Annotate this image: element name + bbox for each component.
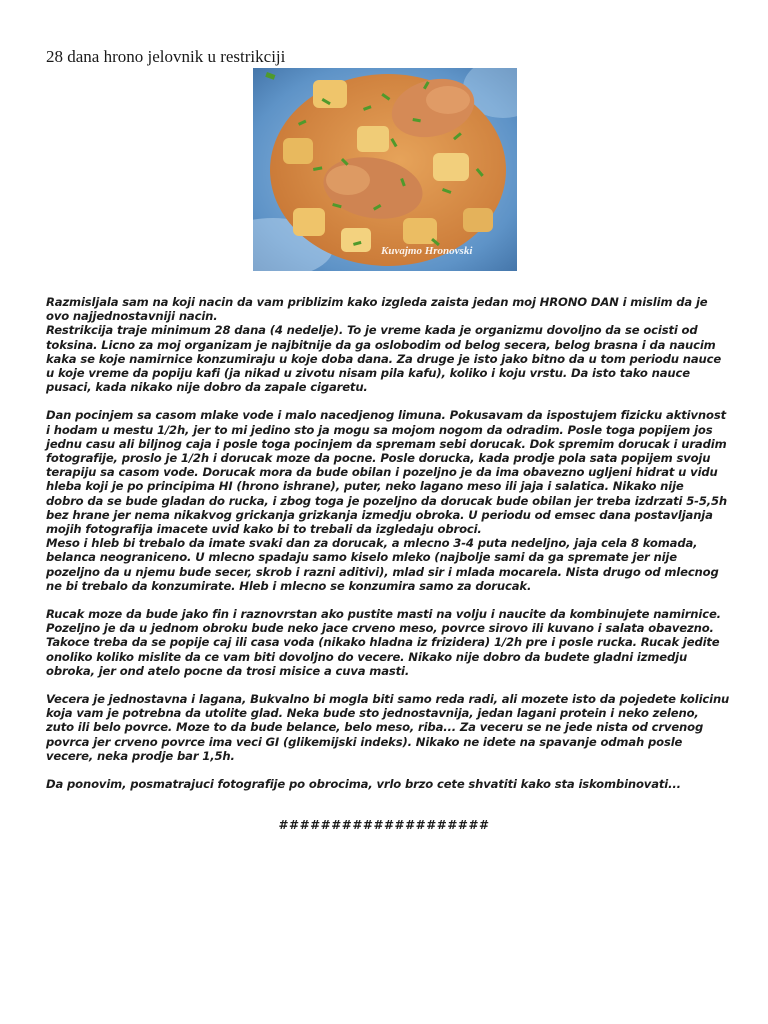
text-line: kaka se koje namirnice konzumiraju u koje doba dana. Za druge je isto jako bitno da u tom periodu nauce — [46, 351, 722, 366]
document-title: 28 dana hrono jelovnik u restrikciji — [46, 47, 286, 66]
text-line: onoliko koliko mislite da ce vam biti dovoljno do vecere. Nikako nije dobro da budete gladni izmedju — [46, 649, 688, 664]
text-line: Pozeljno je da u jednom obroku bude neko jace crveno meso, povrce sirovo ili kuvano i salata obavezno. — [46, 621, 714, 636]
text-line: Razmisljala sam na koji nacin da vam priblizim kako izgleda zaista jedan moj HRONO DAN i mislim da je — [46, 295, 708, 309]
text-line: zuto ili belo povrce. Moze to da bude belance, belo meso, riba... Za veceru se ne jede nista od crvenog — [46, 720, 704, 735]
text-line: toksina. Licno za moj organizam je najbitnije da ga oslobodim od belog secera, belog brasna i da naucim — [46, 337, 716, 352]
text-line: Meso i hleb bi trebalo da imate svaki dan za dorucak, a mlecno 3-4 puta nedeljno, jaja cela 8 komada, — [46, 536, 698, 551]
paragraph-breakfast — [46, 408, 736, 593]
section-separator: #################### — [278, 818, 490, 832]
text-line: povrca jer crveno povrce ima veci GI (glikemijski indeks). Nikako ne idete na spavanje odmah posle — [46, 734, 683, 749]
text-line: fotografije, proslo je 1/2h i dorucak moze da pocne. Posle dorucka, kada prodje pola sata popijem svoju — [46, 451, 711, 466]
text-line: terapiju sa casom vode. Dorucak mora da bude obilan i pozeljno je da ima obavezno ugljeni hidrat u vidu — [46, 465, 718, 480]
text-line: mojih fotografija imacete uvid kako bi to trebali da izgledaju obroci. — [46, 522, 482, 537]
food-photo — [253, 68, 517, 271]
text-line: Rucak moze da bude jako fin i raznovrstan ako pustite masti na volju i naucite da kombinujete namirnice. — [46, 607, 721, 622]
text-line: ne bi trebalo da konzumirate. Hleb i mlecno se konzumira samo za dorucak. — [46, 578, 532, 593]
article-body — [46, 295, 736, 805]
text-line: Dan pocinjem sa casom mlake vode i malo nacedjenog limuna. Pokusavam da ispostujem fizicku aktivnost — [46, 408, 726, 423]
text-line: ovo najjednostavniji nacin. — [46, 309, 218, 324]
text-line: Vecera je jednostavna i lagana, Bukvalno bi mogla biti samo reda radi, ali mozete isto da pojedete kolicinu — [46, 692, 730, 707]
paragraph-lunch — [46, 607, 736, 678]
text-line: koja vam je potrebna da utolite glad. Neka bude sto jednostavnija, jedan lagani protein i neko zeleno, — [46, 706, 699, 721]
text-line: Da ponovim, posmatrajuci fotografije po obrocima, vrlo brzo cete shvatiti kako sta iskombinovati... — [46, 777, 681, 792]
text-line: Takoce treba da se popije caj ili casa voda (nikako hladna iz frizidera) 1/2h pre i posle rucka. Rucak jedite — [46, 635, 720, 650]
text-line: bez hrane jer nema nikakvog grickanja grizkanja izmedju obroka. U periodu od emsec dana postavljanja — [46, 507, 713, 522]
chicken-potato-stew-image — [253, 68, 517, 271]
text-line: u koje vreme da popiju kafi (ja nikad u zivotu nisam pila kafu), koliko i koju vrstu. Da isto tako nauce — [46, 366, 690, 381]
paragraph-closing — [46, 777, 736, 791]
paragraph-intro — [46, 295, 736, 394]
text-line: pozeljno da u njemu bude secer, skrob i razni aditivi), mlad sir i mlada mocarela. Nista drugo od mlecnog — [46, 564, 719, 579]
photo-watermark: Kuvajmo Hronovski — [381, 245, 473, 257]
text-line: dobro da se bude gladan do rucka, i zbog toga je pozeljno da dorucak bude obilan jer treba izdrzati 5-5,5h — [46, 493, 728, 508]
text-line: hleba koji je po principima HI (hrono ishrane), puter, neko lagano meso ili jaja i salatica. Nikako nije — [46, 479, 684, 494]
text-line: vecere, neka prodje bar 1,5h. — [46, 748, 235, 763]
text-line: Restrikcija traje minimum 28 dana (4 nedelje). To je vreme kada je organizmu dovoljno da se ocisti od — [46, 323, 698, 338]
paragraph-dinner — [46, 692, 736, 763]
text-line: i hodam u mestu 1/2h, jer to mi jedino sto ja mogu sa mojom nogom da odradim. Posle toga popijem jos — [46, 422, 713, 437]
text-line: pusaci, kada nikako nije dobro da zapale cigaretu. — [46, 380, 368, 395]
text-line: jednu casu ali biljnog caja i posle toga pocinjem da spremam sebi dorucak. Dok spremim dorucak i uradim — [46, 436, 727, 451]
text-line: obroka, jer ond atelo pocne da trosi misice a cuva masti. — [46, 663, 410, 678]
text-line: belanca neograniceno. U mlecno spadaju samo kiselo mleko (najbolje sami da ga spremate jer nije — [46, 550, 677, 565]
